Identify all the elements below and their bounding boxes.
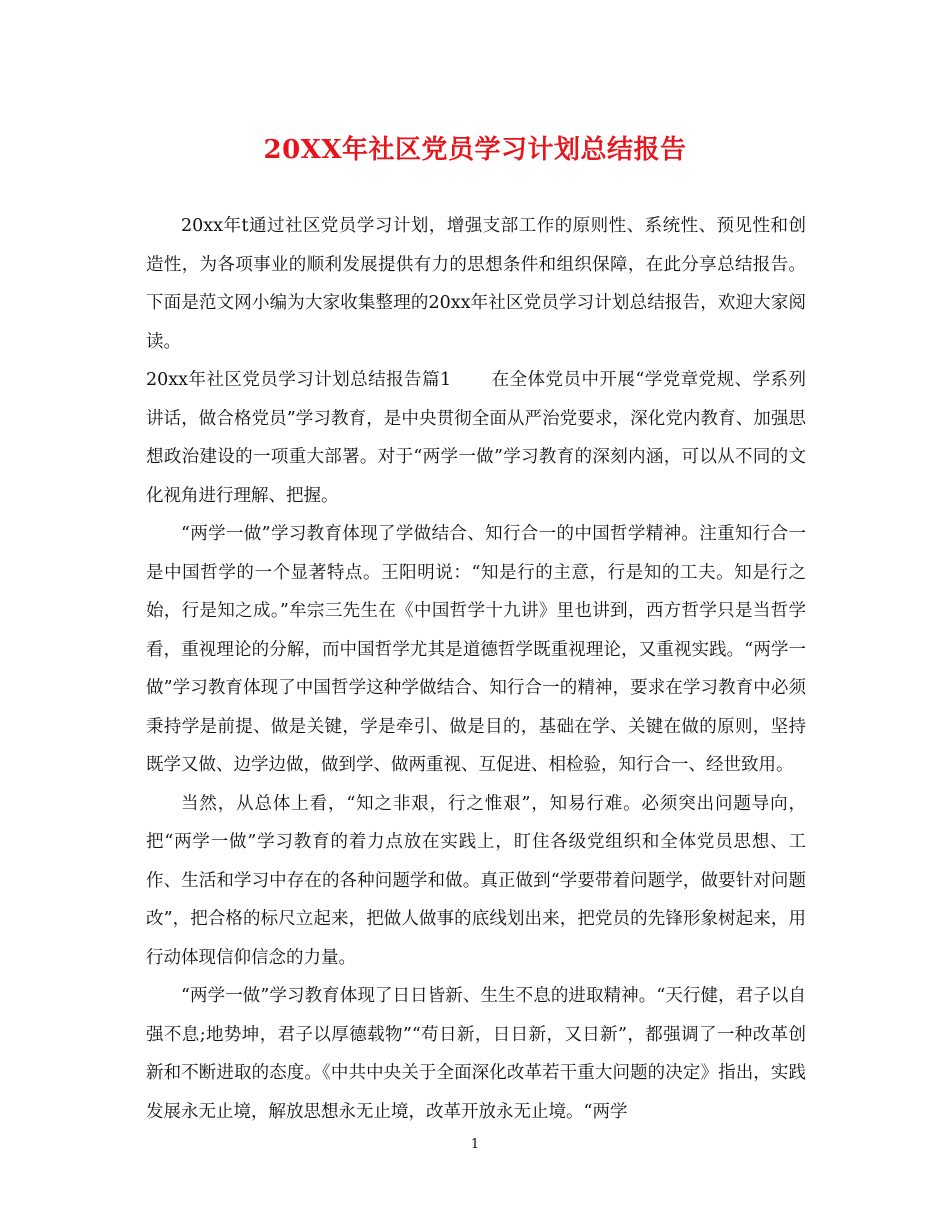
document-body: [146, 207, 806, 1131]
document-title: 20XX年社区党员学习计划总结报告: [263, 135, 687, 165]
paragraph-practice: 当然，从总体上看，“知之非艰，行之惟艰”，知易行难。必须突出问题导向，把“两学一做”学习教育的着力点放在实践上，盯住各级党组织和全体党员思想、工作、生活和学习中存在的各种问题学和做。真正做到“学要带着问题学，做要针对问题改”，把合格的标尺立起来，把做人做事的底线划出来，把党员的先锋形象树起来，用行动体现信仰信念的力量。: [146, 793, 806, 968]
paragraph-progress: “两学一做”学习教育体现了日日皆新、生生不息的进取精神。“天行健，君子以自强不息;地势坤，君子以厚德载物”“苟日新，日日新，又日新”，都强调了一种改革创新和不断进取的态度。《中共中央关于全面深化改革若干重大问题的决定》指出，实践发展永无止境，解放思想永无止境，改革开放永无止境。“两学: [146, 986, 806, 1122]
paragraph-philosophy: “两学一做”学习教育体现了学做结合、知行合一的中国哲学精神。注重知行合一是中国哲学的一个显著特点。王阳明说：“知是行的主意，行是知的工夫。知是行之始，行是知之成。”牟宗三先生在《中国哲学十九讲》里也讲到，西方哲学只是当哲学看，重视理论的分解，而中国哲学尤其是道德哲学既重视理论，又重视实践。“两学一做”学习教育体现了中国哲学这种学做结合、知行合一的精神，要求在学习教育中必须秉持学是前提、做是关键，学是牵引、做是目的，基础在学、关键在做的原则，坚持既学又做、边学边做，做到学、做两重视、互促进、相检验，知行合一、经世致用。: [146, 524, 806, 775]
intro-paragraph: 20xx年t通过社区党员学习计划，增强支部工作的原则性、系统性、预见性和创造性，为各项事业的顺利发展提供有力的思想条件和组织保障，在此分享总结报告。下面是范文网小编为大家收集整理的20xx年社区党员学习计划总结报告，欢迎大家阅读。: [146, 216, 806, 352]
section-paragraph: [146, 361, 806, 515]
page-number: 1: [470, 1137, 480, 1152]
section-heading: 20xx年社区党员学习计划总结报告篇1: [146, 370, 452, 390]
section-text: 在全体党员中开展“学党章党规、学系列讲话，做合格党员”学习教育，是中央贯彻全面从严治党要求，深化党内教育、加强思想政治建设的一项重大部署。对于“两学一做”学习教育的深刻内涵，可以从不同的文化视角进行理解、把握。: [146, 370, 807, 506]
